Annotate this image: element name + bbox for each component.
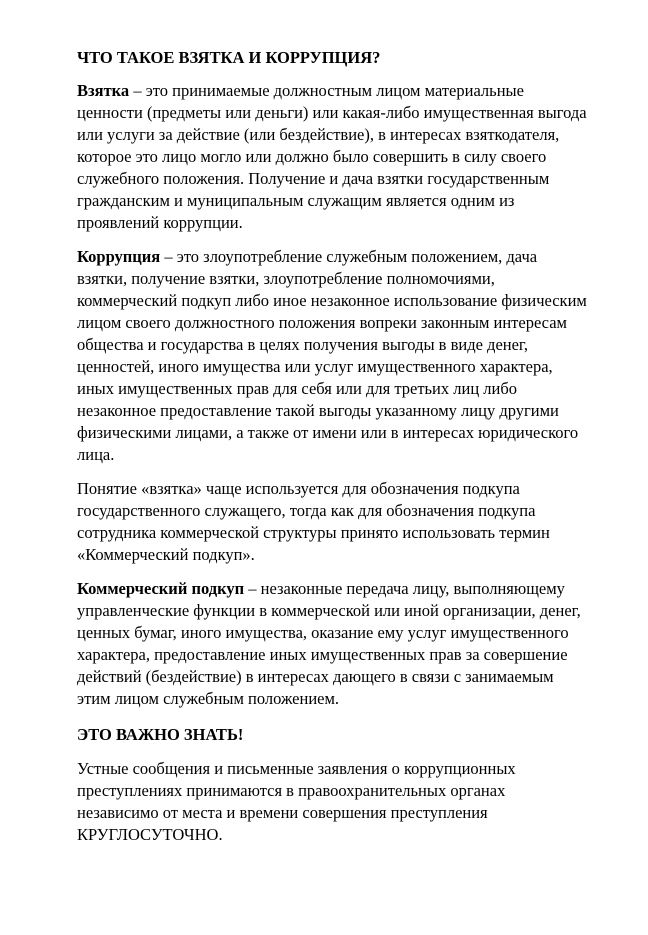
paragraph-line: взятки, получение взятки, злоупотребление полномочиями, — [77, 269, 495, 288]
term-commercial-bribery: Коммерческий подкуп — [77, 579, 245, 598]
paragraph-line: проявлений коррупции. — [77, 213, 243, 232]
paragraph-corruption-definition — [77, 246, 628, 466]
line-text: – это принимаемые должностным лицом материальные — [129, 81, 524, 100]
paragraph-line: этим лицом служебным положением. — [77, 689, 340, 708]
paragraph-line: лица. — [77, 445, 115, 464]
paragraph-line: которое это лицо могло или должно было совершить в силу своего — [77, 147, 547, 166]
paragraph-line: «Коммерческий подкуп». — [77, 545, 255, 564]
paragraph-line: характера, предоставление иных имущественных прав за совершение — [77, 645, 568, 664]
paragraph-line: общества и государства в целях получения выгоды в виде денег, — [77, 335, 528, 354]
paragraph-line — [77, 246, 628, 268]
paragraph-line: КРУГЛОСУТОЧНО. — [77, 825, 223, 844]
paragraph-bribe-term-usage — [77, 478, 628, 566]
paragraph-line — [77, 80, 628, 102]
paragraph-line — [77, 578, 628, 600]
paragraph-line: ценности (предметы или деньги) или какая-либо имущественная выгода — [77, 103, 587, 122]
term-bribe: Взятка — [77, 81, 130, 100]
paragraph-line: физическими лицами, а также от имени или в интересах юридического — [77, 423, 579, 442]
paragraph-line: государственного служащего, тогда как для обозначения подкупа — [77, 501, 536, 520]
paragraph-line: ценных бумаг, иного имущества, оказание ему услуг имущественного — [77, 623, 569, 642]
paragraph-reporting-info — [77, 758, 628, 846]
paragraph-bribe-definition — [77, 80, 628, 234]
paragraph-line: преступлениях принимаются в правоохранительных органах — [77, 781, 506, 800]
paragraph-line: независимо от места и времени совершения преступления — [77, 803, 488, 822]
line-text: – это злоупотребление служебным положением, дача — [160, 247, 538, 266]
term-corruption: Коррупция — [77, 247, 161, 266]
paragraph-line: служебного положения. Получение и дача взятки государственным — [77, 169, 550, 188]
paragraph-line: Устные сообщения и письменные заявления о коррупционных — [77, 759, 516, 778]
paragraph-line: управленческие функции в коммерческой или иной организации, денег, — [77, 601, 581, 620]
paragraph-line: лицом своего должностного положения вопреки законным интересам — [77, 313, 567, 332]
paragraph-commercial-bribery-definition — [77, 578, 628, 710]
section-heading-what-is-bribery: ЧТО ТАКОЕ ВЗЯТКА И КОРРУПЦИЯ? — [77, 48, 381, 67]
paragraph-line: незаконное предоставление такой выгоды указанному лицу другими — [77, 401, 559, 420]
paragraph-line: Понятие «взятка» чаще используется для обозначения подкупа — [77, 479, 520, 498]
paragraph-line: коммерческий подкуп либо иное незаконное использование физическим — [77, 291, 587, 310]
paragraph-line: иных имущественных прав для себя или для третьих лиц либо — [77, 379, 517, 398]
paragraph-line: гражданским и муниципальным служащим является одним из — [77, 191, 515, 210]
section-heading-important: ЭТО ВАЖНО ЗНАТЬ! — [77, 725, 244, 744]
paragraph-line: действий (бездействие) в интересах дающего в связи с занимаемым — [77, 667, 554, 686]
line-text: – незаконные передача лицу, выполняющему — [244, 579, 565, 598]
paragraph-line: или услуги за действие (или бездействие), в интересах взяткодателя, — [77, 125, 560, 144]
paragraph-line: сотрудника коммерческой структуры принято использовать термин — [77, 523, 550, 542]
paragraph-line: ценностей, иного имущества или услуг имущественного характера, — [77, 357, 553, 376]
